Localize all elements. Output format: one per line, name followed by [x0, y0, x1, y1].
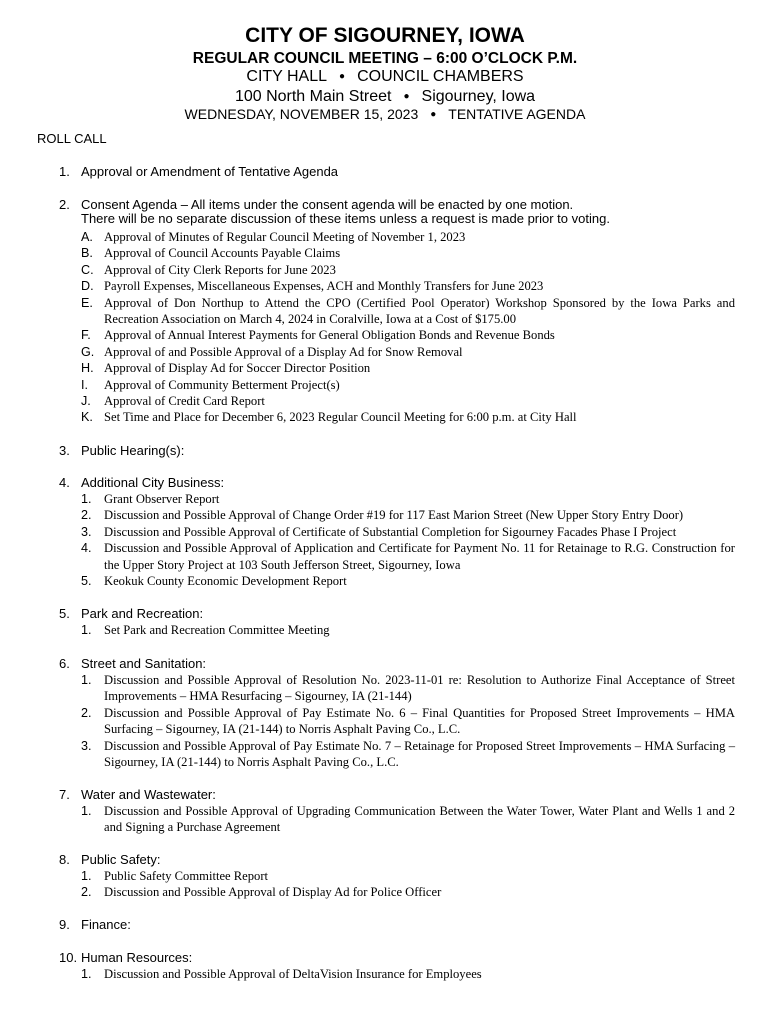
subitem-mark: C.	[81, 262, 94, 277]
subitem	[81, 884, 735, 900]
bullet-icon: ●	[430, 109, 437, 120]
address-street: 100 North Main Street	[234, 88, 392, 105]
subitem	[81, 507, 735, 523]
date-line	[0, 106, 770, 122]
subitem-text: Approval of Don Northup to Attend the CPO (Certified Pool Operator) Workshop Sponsored by the Iowa Parks and Recreation Association on March 4, 2024 in Coralville, Iowa at a Cost of $175.00	[104, 295, 735, 327]
subitem-mark: 2.	[81, 508, 92, 523]
subitem	[81, 491, 735, 507]
subitem-text: Set Time and Place for December 6, 2023 Regular Council Meeting for 6:00 p.m. at City Hall	[104, 410, 577, 425]
subitem	[81, 738, 735, 771]
subitem-mark: F.	[81, 328, 91, 343]
item-number: 6.	[59, 656, 70, 671]
item-title: Street and Sanitation:	[81, 656, 207, 671]
subitem-text: Set Park and Recreation Committee Meeting	[104, 623, 330, 637]
item-number: 10.	[59, 950, 78, 965]
item-number: 5.	[59, 606, 70, 621]
hr-subitems	[81, 966, 735, 982]
subitem-mark: E.	[81, 295, 93, 310]
subitem	[81, 573, 735, 589]
subitem-text: Discussion and Possible Approval of Change Order #19 for 117 East Marion Street (New Upper Story Entry Door)	[104, 508, 684, 523]
subitem-text: Discussion and Possible Approval of Pay Estimate No. 6 – Final Quantities for Proposed Street Improvements – HMA Surfacing – Sigourney, IA (21-144) to Norris Asphalt Paving Co., L.C.	[104, 705, 735, 737]
subitem-text: Discussion and Possible Approval of Application and Certificate for Payment No. 11 for Retainage to R.G. Construction for the Upper Story Project at 103 South Jefferson Street, Sigourney, Iowa	[104, 541, 735, 572]
location-room: COUNCIL CHAMBERS	[357, 68, 524, 85]
subitem-mark: D.	[81, 279, 94, 294]
item-number: 7.	[59, 787, 70, 802]
subitem-mark: 4.	[81, 541, 92, 556]
water-subitems	[81, 803, 735, 836]
subitem-text: Discussion and Possible Approval of Certificate of Substantial Completion for Sigourney Facades Phase I Project	[104, 524, 677, 539]
bullet-icon: ●	[403, 91, 410, 102]
item-title: Public Hearing(s):	[81, 443, 185, 458]
city-title: CITY OF SIGOURNEY, IOWA	[245, 24, 525, 47]
subitem-mark: 2.	[81, 705, 92, 720]
subitem-text: Approval of Annual Interest Payments for General Obligation Bonds and Revenue Bonds	[104, 328, 555, 343]
subitem	[81, 245, 735, 261]
subitem-text: Approval of Council Accounts Payable Claims	[104, 246, 341, 261]
subitem-text: Public Safety Committee Report	[104, 869, 269, 883]
street-subitems	[81, 672, 735, 770]
item-title: Human Resources:	[81, 950, 193, 965]
subitem	[81, 262, 735, 278]
bullet-icon: ●	[339, 71, 346, 82]
agenda-type: TENTATIVE AGENDA	[448, 106, 586, 122]
subitem	[81, 705, 735, 738]
subitem	[81, 966, 735, 982]
item-number: 8.	[59, 852, 70, 867]
item-title-continued: There will be no separate discussion of these items unless a request is made prior to voting.	[81, 211, 610, 226]
park-subitems	[81, 622, 735, 638]
item-title: Approval or Amendment of Tentative Agenda	[81, 164, 339, 179]
subitem	[81, 278, 735, 294]
subitem-mark: 2.	[81, 885, 92, 900]
safety-subitems	[81, 868, 735, 901]
item-number: 1.	[59, 164, 70, 179]
item-title: Park and Recreation:	[81, 606, 204, 621]
item-title: Public Safety:	[81, 852, 161, 867]
subitem	[81, 868, 735, 884]
subitem-mark: 1.	[81, 967, 92, 981]
item-number: 3.	[59, 443, 70, 458]
item-title: Additional City Business:	[81, 475, 225, 490]
subitem	[81, 327, 735, 343]
subitem	[81, 409, 735, 425]
location-line	[0, 68, 770, 86]
subitem	[81, 360, 735, 376]
location-building: CITY HALL	[246, 68, 328, 85]
subitem-text: Discussion and Possible Approval of Resolution No. 2023-11-01 re: Resolution to Authorize Final Acceptance of Street Improvements – HMA Resurfacing – Sigourney, IA (21-144)	[104, 673, 735, 704]
subitem-text: Keokuk County Economic Development Report	[104, 574, 347, 589]
subitem-mark: B.	[81, 246, 93, 261]
meeting-date: WEDNESDAY, NOVEMBER 15, 2023	[184, 106, 419, 122]
subitem-mark: K.	[81, 410, 93, 425]
subitem-mark: I.	[81, 377, 88, 392]
address-city: Sigourney, Iowa	[421, 88, 536, 105]
subitem-text: Payroll Expenses, Miscellaneous Expenses, ACH and Monthly Transfers for June 2023	[104, 279, 544, 294]
subitem	[81, 377, 735, 393]
subitem	[81, 524, 735, 540]
subitem-text: Approval of City Clerk Reports for June 2023	[104, 262, 336, 277]
subitem-text: Approval of Display Ad for Soccer Director Position	[104, 361, 371, 376]
subitem	[81, 295, 735, 328]
subitem-text: Discussion and Possible Approval of Upgrading Communication Between the Water Tower, Water Plant and Wells 1 and 2 and Signing a Purchase Agreement	[104, 804, 735, 835]
subitem-mark: 3.	[81, 524, 92, 539]
subitem-mark: G.	[81, 344, 95, 359]
item-title: Water and Wastewater:	[81, 787, 216, 802]
item-number: 9.	[59, 917, 70, 932]
subitem-text: Discussion and Possible Approval of Pay Estimate No. 7 – Retainage for Proposed Street Improvements – HMA Surfacing – Sigourney, IA (21-144) to Norris Asphalt Paving Co., L.C.	[104, 738, 735, 770]
item-number: 2.	[59, 197, 70, 212]
subitem-text: Grant Observer Report	[104, 492, 220, 506]
address-line	[0, 88, 770, 106]
meeting-title: REGULAR COUNCIL MEETING – 6:00 O’CLOCK P.M.	[192, 50, 578, 67]
subitem	[81, 393, 735, 409]
subitem	[81, 540, 735, 573]
subitem-mark: A.	[81, 230, 93, 244]
subitem-mark: 1.	[81, 804, 92, 818]
subitem-mark: H.	[81, 361, 94, 376]
subitem-mark: 1.	[81, 492, 92, 506]
subitem-mark: J.	[81, 394, 91, 409]
subitem-text: Approval of Credit Card Report	[104, 394, 265, 409]
item-title: Finance:	[81, 917, 131, 932]
subitem	[81, 229, 735, 245]
subitem-text: Approval of Minutes of Regular Council Meeting of November 1, 2023	[104, 230, 466, 244]
roll-call: ROLL CALL	[37, 131, 107, 146]
subitem-mark: 1.	[81, 673, 92, 687]
subitem-text: Approval of and Possible Approval of a Display Ad for Snow Removal	[104, 344, 463, 359]
item-title: Consent Agenda – All items under the consent agenda will be enacted by one motion.	[81, 197, 574, 212]
subitem	[81, 622, 735, 638]
consent-subitems	[81, 229, 735, 426]
subitem	[81, 672, 735, 705]
item-number: 4.	[59, 475, 70, 490]
subitem-mark: 1.	[81, 869, 92, 883]
subitem-text: Approval of Community Betterment Project(s)	[104, 377, 340, 392]
subitem-text: Discussion and Possible Approval of Display Ad for Police Officer	[104, 885, 442, 900]
subitem	[81, 344, 735, 360]
business-subitems	[81, 491, 735, 589]
subitem-text: Discussion and Possible Approval of DeltaVision Insurance for Employees	[104, 967, 482, 981]
subitem	[81, 803, 735, 836]
subitem-mark: 5.	[81, 574, 92, 589]
subitem-mark: 1.	[81, 623, 92, 637]
subitem-mark: 3.	[81, 738, 92, 753]
